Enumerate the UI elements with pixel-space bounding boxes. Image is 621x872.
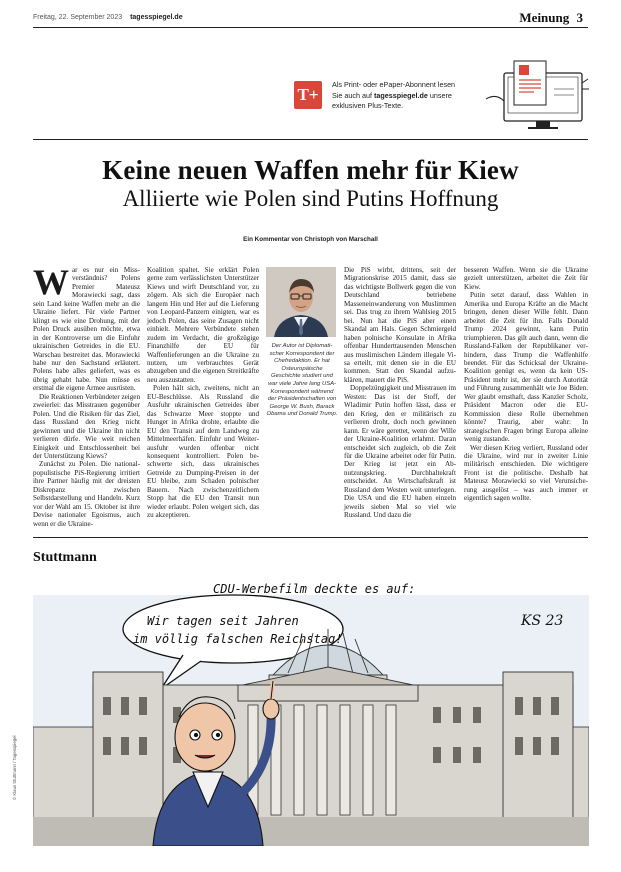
author-portrait — [266, 267, 336, 337]
header-rule — [33, 27, 588, 28]
paragraph — [33, 262, 140, 393]
article-subheadline: Alliierte wie Polen sind Putins Hoffnung — [122, 186, 499, 211]
paragraph: Zunächst zu Polen. Die nationalpopulistische PiS-Regierung irritiert ihre Partner häufig mit der dreisten Diskrepanz zwischen Selbstdarstellung und Handeln. Kurz vor der Wahl am 15. Oktober ist ihre Devise nationaler Egoismus, auch wenn er die Ukraine- — [33, 460, 140, 528]
section-name: Meinung — [519, 10, 570, 25]
paragraph: Polen hält sich, zweitens, nicht an EU-Beschlüsse. Als Russland die Ausfuhr ukrainischen Getreides über das Schwarze Meer stoppte und Hunger in Afrika drohte, erlaubte die EU den Transit auf dem Landweg zu Mittelmeerhäfen. Einfuhr und Weiterausfuhr wurden offenbar nicht konsequent kontrolliert. Polen beschwerte sich, dass ukrainisches Getreide zu Dumping-Preisen in der EU bleibe, zum Schaden polnischer Bauern. Nach zwischenzeitlichem Stopp hat die EU den Transit nun wieder erlaubt. Polen weigert sich, das zu akzeptieren. — [147, 384, 259, 520]
reichstag-cartoon-drawing — [33, 577, 589, 846]
author-caption: Der Autor ist Diplomatischer Korrespondent der Chefredaktion. Er hat Osteuropäische Geschichte studiert und war viele Jahre lang USA-Korrespondent während der Präsidentschaften von George W. Bush, Barack Obama und Donald Trump. — [266, 343, 338, 418]
promo-line-2-pre: Sie auch auf — [332, 90, 374, 100]
site-name: tagesspiegel.de — [130, 14, 183, 21]
article-column-1 — [33, 262, 140, 528]
speech-line-2: im völlig falschen Reichstag! — [133, 632, 343, 646]
article-column-3 — [344, 266, 456, 520]
cartoon-caption: CDU-Werbefilm deckte es auf: — [213, 582, 416, 596]
issue-date: Freitag, 22. September 2023 — [33, 14, 123, 21]
speech-line-1: Wir tagen seit Jahren — [147, 614, 299, 628]
promo-text — [332, 80, 482, 112]
cartoon-signature: KS 23 — [521, 613, 564, 629]
promo-line-2-post: unsere — [427, 90, 452, 100]
section-header — [519, 10, 583, 26]
page-number: 3 — [576, 10, 583, 25]
paragraph-text: ar es nur ein Missverständnis? Polens Premier Mateusz Morawiecki sagt, dass sein Land keine Waffen mehr an die Ukraine liefert. Für viele Partner klingt es wie eine Drohung, mit der Polen Druck ausüben möchte, etwa in der Kontroverse um die Einfuhr ukrainischen Getreides in die EU. Warschau bestreitet das. Morawiecki habe nur den Sachstand erläutert. Polens habe alles geliefert, was es übrig gehabt habe. Nun müsse es erstmal die eigene Armee ausrüsten. — [33, 266, 140, 393]
tplus-badge-icon: T+ — [294, 81, 322, 109]
paragraph: Doppelzüngigkeit und Misstrauen im Westen: Das ist der Stoff, der Wladimir Putin hoffen lässt, dass er den Krieg, den er militärisch zu verlieren droht, doch noch gewinnen kann. Er wäre gerettet, wenn der Wille der Ukraine-Koalition erlahmt. Daran entscheidet sich zugleich, ob die Zeit für die Ukraine arbeitet oder für Putin. Der Krieg ist jetzt ein Abnutzungskrieg. Durchhaltekraft entscheidet. An Wirtschaftskraft ist Russland dem Westen weit unterlegen. Die USA und die EU haben einzeln jeweils sieben Mal so viel wie Russland. Und dazu die — [344, 384, 456, 520]
page-date-line — [33, 14, 183, 21]
paragraph: Wer diesen Krieg verliert, Russland oder die Ukraine, wird nur in zweiter Linie militärisch entschieden. Die wichtigere Front ist die politische. Deshalb hat Mateusz Morawiecki so viel Verunsicherung ausgelöst – was auch immer er eigentlich sagen wollte. — [464, 443, 588, 503]
dropcap: W — [33, 262, 69, 302]
article-headline: Keine neuen Waffen mehr für Kiew — [102, 155, 519, 185]
cartoon-rule — [33, 537, 588, 538]
paragraph: Die PiS wirbt, drittens, seit der Migrationskrise 2015 damit, dass sie das wichtigste Bollwerk gegen die von Deutschland betriebene Masseneinwanderung von Muslimmen sei. Das trug zu ihrem Wahlsieg 2015 bei. Nun hat die PiS aber einen Skandal am Hals. Gegen Schmiergeld haben polnische Konsulate in Afrika offenbar Hunderttausenden Menschen aus muslimischen Ländern illegale Visa erteilt, mit denen sie in die EU kommen. Statt den Skandal aufzuklären, mauert die PiS. — [344, 266, 456, 384]
promo-line-1: Als Print- oder ePaper-Abonnent lesen — [332, 80, 456, 89]
promo-rule — [33, 139, 588, 140]
paragraph: Putin setzt darauf, dass Wahlen in Amerika und Europa Kräfte an die Macht bringen, denen dieser Wille fehlt. Dann arbeitet die Zeit für ihn. Falls Donald Trump 2024 gewinnt, kann Putin triumphieren. Das gilt auch dann, wenn die Russland-Falken der Republikaner verhindern, dass Trump die Waffenhilfe beendet. Für das Schicksal der Ukraine-Koalition genügt es, wenn da kein US-Präsident mehr ist, der sie durch Autorität und Führung zusammenhält wie Joe Biden. Wer glaubt ernsthaft, dass Kanzler Scholz, Präsident Macron oder die EU-Kommission diese Rolle übernehmen könnte? Traurig, aber wahr: In strategischen Fragen bringt Europa alleine wenig zustande. — [464, 291, 588, 444]
promo-site-link[interactable]: tagesspiegel.de — [373, 90, 428, 100]
paragraph: Die Reaktionen Verbündeter zeigen zweierlei: das Misstrauen gegenüber Polen. Und die Risiken für das Ziel, dass Russland den Krieg nicht gewinnen und die Ukraine ihn nicht verlieren dürfe. Wie weit reichen Einigkeit und Entschlossenheit bei der Unterstützung Kiews? — [33, 392, 140, 460]
paragraph: besseren Waffen. Wenn sie die Ukraine gezielt unterstützen, arbeitet die Zeit für Kiew. — [464, 266, 588, 291]
cartoon-credit: © Klaus Stuttmann / Tagesspiegel — [12, 735, 17, 800]
article-column-2 — [147, 266, 259, 520]
paragraph: Koalition spaltet. Sie erklärt Polen gerne zum verlässlichsten Unterstützer Kiews und wirft Deutschland vor, zu zögern. Als sich die Europäer nach langem Hin und Her auf die Lieferung von Leopard-Panzern einigten, war es jedoch Polen, das seine Zusagen nicht einhielt. Mehrere Verbündete stehen zudem im Verdacht, die großzügige Finanzhilfe der EU für Waffenlieferungen an die Ukraine zu nutzen, um verbrauchtes Gerät abzugeben und die eigenen Streitkräfte neu auszustatten. — [147, 266, 259, 384]
computer-with-document-icon — [484, 55, 592, 133]
promo-line-2 — [332, 91, 482, 102]
article-column-4 — [464, 266, 588, 503]
cartoon-section-title: Stuttmann — [33, 550, 97, 565]
article-byline: Ein Kommentar von Christoph von Marschall — [243, 236, 378, 243]
promo-line-3: exklusiven Plus-Texte. — [332, 101, 404, 110]
